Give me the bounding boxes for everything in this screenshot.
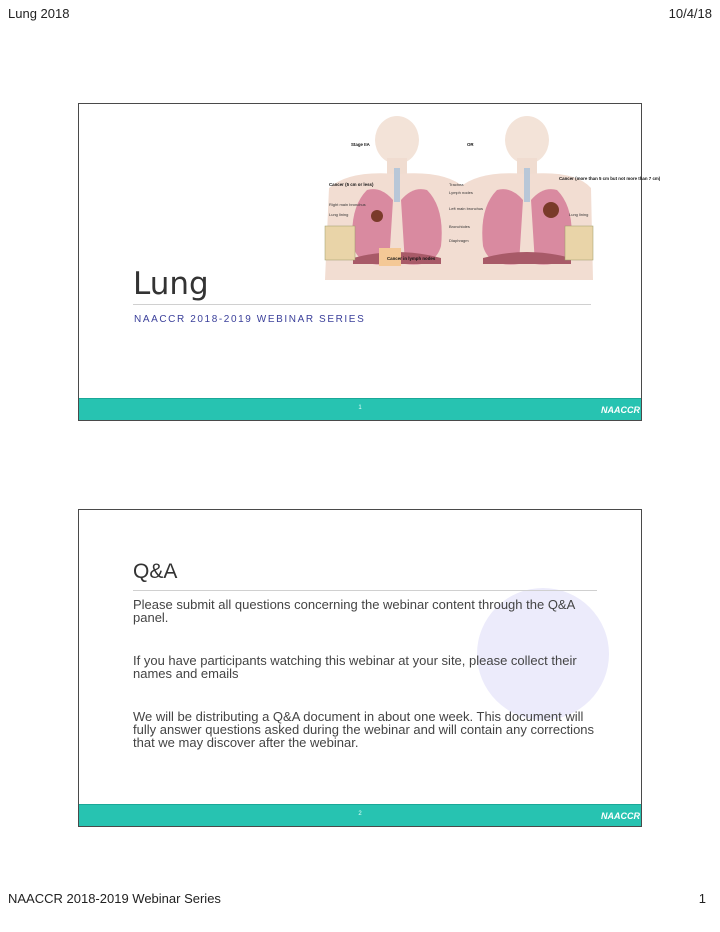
label-left-bronchus: Left main bronchus bbox=[449, 206, 484, 211]
label-cancer-large: Cancer (more than 5 cm but not more than 7 cm) bbox=[559, 176, 661, 181]
right-figure bbox=[457, 116, 593, 280]
label-or: OR bbox=[467, 142, 474, 147]
label-lymph-nodes: Lymph nodes bbox=[449, 190, 473, 195]
slide-1-subtitle: NAACCR 2018-2019 WEBINAR SERIES bbox=[134, 314, 366, 325]
title-divider bbox=[133, 304, 591, 305]
svg-text:NAACCR: NAACCR bbox=[601, 811, 640, 821]
svg-text:NAACCR: NAACCR bbox=[601, 405, 640, 415]
label-trachea: Trachea bbox=[449, 182, 464, 187]
qa-paragraph-3: We will be distributing a Q&A document in about one week. This document will fully answer questions asked during the webinar and will contain any corrections that we may discover after the webinar. bbox=[133, 709, 595, 750]
label-cancer-small: Cancer (5 cm or less) bbox=[329, 182, 374, 187]
slide-footer-bar bbox=[79, 804, 641, 826]
slide-number: 2 bbox=[358, 811, 362, 817]
slide-1-title: Lung bbox=[133, 266, 209, 302]
naaccr-logo-icon bbox=[599, 807, 640, 824]
label-lung-lining-right: Lung lining bbox=[569, 212, 589, 217]
page-footer-left: NAACCR 2018-2019 Webinar Series bbox=[8, 891, 221, 906]
qa-paragraph-2: If you have participants watching this webinar at your site, please collect their names and emails bbox=[133, 653, 577, 681]
slide-number: 1 bbox=[358, 405, 362, 411]
slide-2 bbox=[78, 509, 642, 827]
page-header-date: 10/4/18 bbox=[668, 6, 712, 21]
label-bronchioles: Bronchioles bbox=[449, 224, 470, 229]
label-right-bronchus: Right main bronchus bbox=[329, 202, 366, 207]
label-cancer-lymph: Cancer in lymph nodes bbox=[387, 256, 436, 261]
page-number: 1 bbox=[698, 891, 706, 906]
label-lung-lining-left: Lung lining bbox=[329, 212, 349, 217]
slide-footer-bar bbox=[79, 398, 641, 420]
qa-paragraph-1: Please submit all questions concerning the webinar content through the Q&A panel. bbox=[133, 597, 575, 625]
label-diaphragm: Diaphragm bbox=[449, 238, 469, 243]
slide-2-title: Q&A bbox=[133, 560, 178, 583]
slide-1 bbox=[78, 103, 661, 421]
page-header-left: Lung 2018 bbox=[8, 6, 70, 21]
label-stage: Stage IIA bbox=[351, 142, 370, 147]
lung-anatomy-illustration bbox=[319, 118, 661, 280]
naaccr-logo-icon bbox=[599, 401, 640, 418]
title-divider bbox=[133, 590, 597, 591]
